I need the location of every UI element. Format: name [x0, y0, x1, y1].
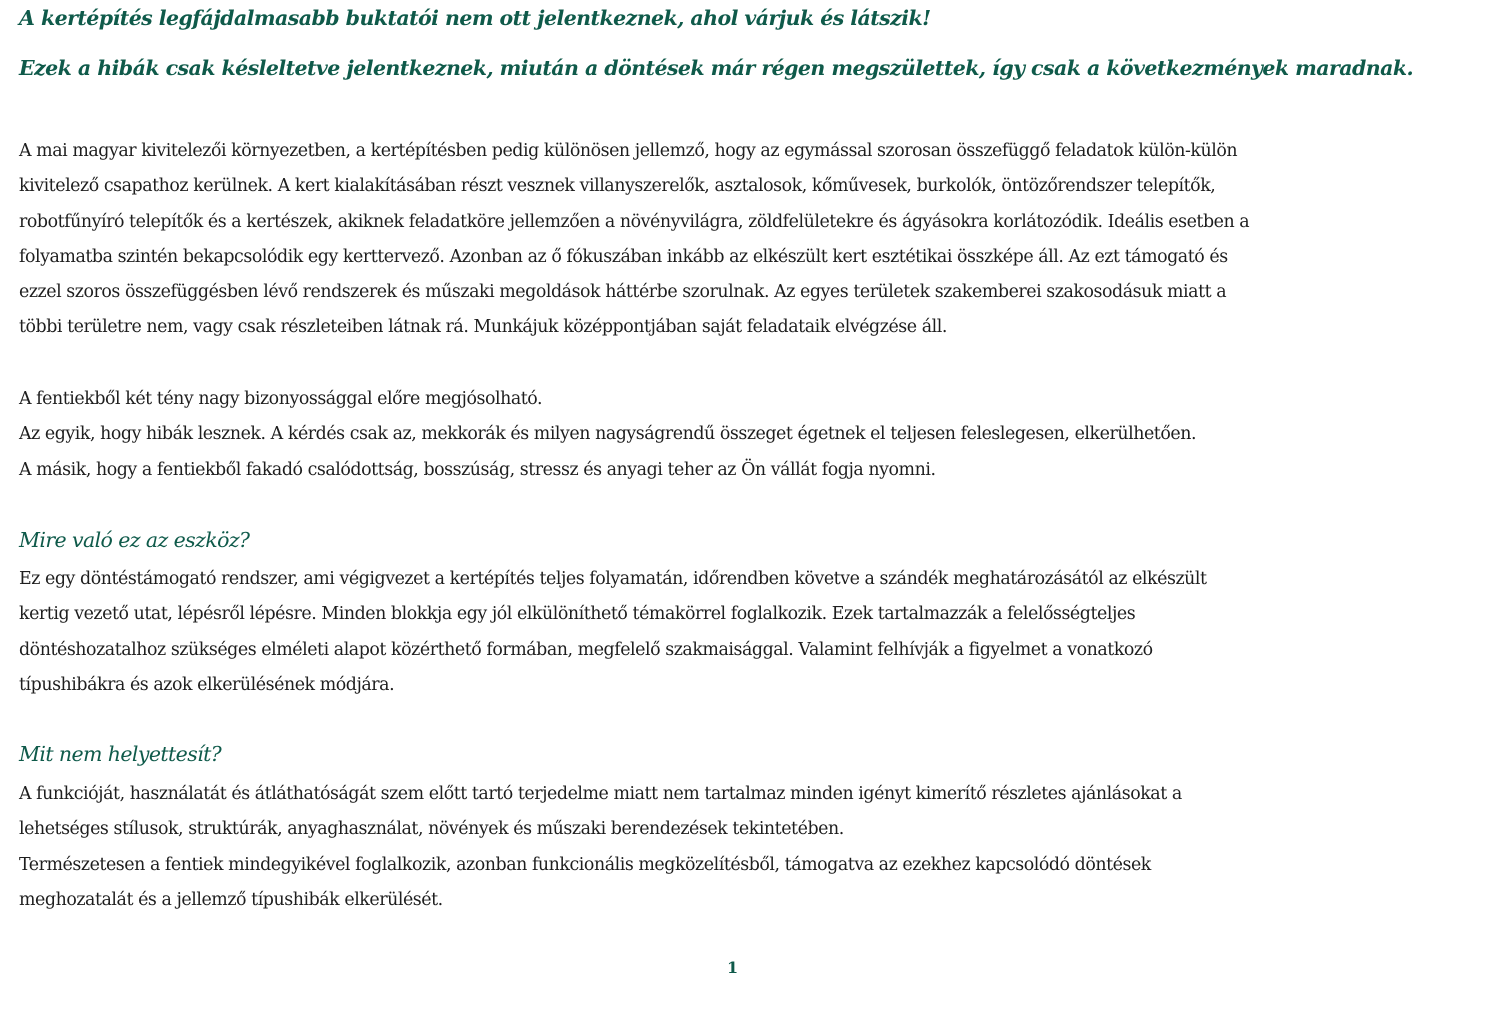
section-heading-purpose: Mire való ez az eszköz?: [19, 528, 250, 552]
text-line: folyamatba szintén bekapcsolódik egy kerttervező. Azonban az ő fókuszában inkább az elkészült kert esztétikai összképe áll. Az ezt támogató és: [19, 246, 1228, 267]
predictions-paragraph: [19, 382, 1196, 488]
text-line: Az egyik, hogy hibák lesznek. A kérdés csak az, mekkorák és milyen nagyságrendű összeget égetnek el teljesen feleslegesen, elkerülhetően.: [19, 424, 1197, 445]
headline-primary: A kertépítés legfájdalmasabb buktatói nem ott jelentkeznek, ahol várjuk és látszik!: [19, 6, 931, 30]
text-line: meghozatalát és a jellemző típushibák elkerülését.: [19, 889, 443, 910]
headline-secondary: Ezek a hibák csak késleltetve jelentkeznek, miután a döntések már régen megszülettek, így csak a következmények maradnak.: [19, 56, 1414, 80]
text-line: kivitelező csapathoz kerülnek. A kert kialakításában részt vesznek villanyszerelők, asztalosok, kőművesek, burkolók, öntözőrendszer telepítők,: [19, 176, 1216, 197]
text-line: lehetséges stílusok, struktúrák, anyaghasználat, növények és műszaki berendezések tekintetében.: [19, 819, 844, 840]
text-line: robotfűnyíró telepítők és a kertészek, akiknek feladatköre jellemzően a növényvilágra, zöldfelületekre és ágyásokra korlátozódik. Ideális esetben a: [19, 211, 1250, 232]
page-number: 1: [727, 958, 739, 977]
intro-paragraph: [19, 134, 1249, 346]
text-line: típushibákra és azok elkerülésének módjára.: [19, 674, 395, 695]
text-line: A fentiekből két tény nagy bizonyossággal előre megjósolható.: [19, 389, 543, 409]
text-line: Természetesen a fentiek mindegyikével foglalkozik, azonban funkcionális megközelítésből, támogatva az ezekhez kapcsolódó döntések: [19, 854, 1151, 875]
text-line: Ez egy döntéstámogató rendszer, ami végigvezet a kertépítés teljes folyamatán, időrendben követve a szándék meghatározásától az elkészült: [19, 569, 1207, 589]
text-line: döntéshozatalhoz szükséges elméleti alapot közérthető formában, megfelelő szakmaisággal. Valamint felhívják a figyelmet a vonatkozó: [19, 639, 1153, 660]
limits-paragraph: [19, 777, 1182, 918]
text-line: többi területre nem, vagy csak részleteiben látnak rá. Munkájuk középpontjában saját feladataik elvégzése áll.: [19, 317, 947, 338]
text-line: A másik, hogy a fentiekből fakadó csalódottság, bosszúság, stressz és anyagi teher az Ön vállát fogja nyomni.: [19, 459, 936, 480]
text-line: A funkcióját, használatát és átláthatóságát szem előtt tartó terjedelme miatt nem tartalmaz minden igényt kimerítő részletes ajánlásokat a: [19, 784, 1182, 804]
text-line: kertig vezető utat, lépésről lépésre. Minden blokkja egy jól elkülöníthető témakörrel foglalkozik. Ezek tartalmazzák a felelősségteljes: [19, 604, 1136, 625]
purpose-paragraph: [19, 562, 1207, 703]
text-line: ezzel szoros összefüggésben lévő rendszerek és műszaki megoldások háttérbe szorulnak. Az egyes területek szakemberei szakosodásuk miatt a: [19, 282, 1227, 303]
section-heading-limits: Mit nem helyettesít?: [19, 742, 222, 766]
text-line: A mai magyar kivitelezői környezetben, a kertépítésben pedig különösen jellemző, hogy az egymással szorosan összefüggő feladatok külön-külön: [19, 141, 1238, 161]
